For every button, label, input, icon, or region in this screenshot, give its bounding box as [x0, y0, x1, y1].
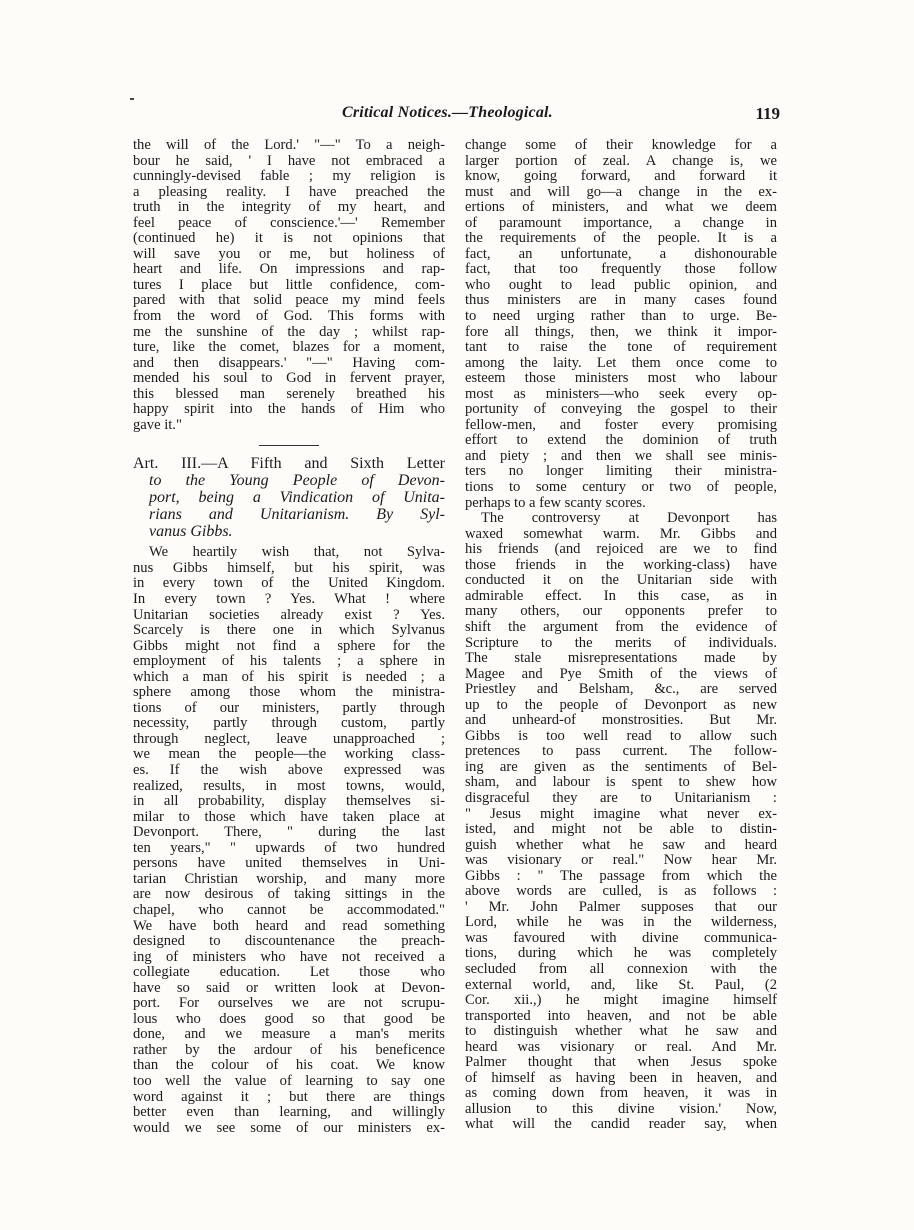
- text-line: ten years," " upwards of two hundred: [133, 840, 445, 856]
- text-line: feel peace of conscience.'—' Remember: [133, 215, 445, 231]
- text-line: tant to raise the tone of requirement: [465, 340, 777, 356]
- text-line: Gibbs : " The passage from which the: [465, 868, 777, 884]
- article-body-paragraph: [133, 545, 445, 1136]
- text-line: milar to those which have taken place at: [133, 809, 445, 825]
- text-line: which a man of his spirit is needed ; a: [133, 669, 445, 685]
- text-line: a pleasing reality. I have preached the: [133, 184, 445, 200]
- text-line: would we see some of our ministers ex-: [133, 1120, 445, 1136]
- text-line: collegiate education. Let those who: [133, 965, 445, 981]
- text-line: realized, results, in most towns, would,: [133, 778, 445, 794]
- text-line: esteem those ministers most who labour: [465, 371, 777, 387]
- text-line: Priestley and Belsham, &c., are served: [465, 682, 777, 698]
- text-line: transported into heaven, and not be able: [465, 1008, 777, 1024]
- text-line: admirable effect. In this case, as in: [465, 588, 777, 604]
- text-line: better even than learning, and willingly: [133, 1105, 445, 1121]
- text-line: fore all things, then, we think it impor-: [465, 324, 777, 340]
- text-line: the requirements of the people. It is a: [465, 231, 777, 247]
- text-line: ture, like the comet, blazes for a moment,: [133, 340, 445, 356]
- text-line: to distinguish whether what he saw and: [465, 1024, 777, 1040]
- article-heading: [133, 456, 445, 540]
- text-line: shift the argument from the evidence of: [465, 619, 777, 635]
- text-line: Gibbs might not find a sphere for the: [133, 638, 445, 654]
- heading-line: port, being a Vindication of Unita-: [149, 489, 445, 506]
- text-line: Unitarian societies already exist ? Yes.: [133, 607, 445, 623]
- text-line: Magee and Pye Smith of the views of: [465, 666, 777, 682]
- text-line: word against it ; but there are things: [133, 1089, 445, 1105]
- text-line: fact, that too frequently those follow: [465, 262, 777, 278]
- text-line: cunningly-devised fable ; my religion is: [133, 169, 445, 185]
- text-line: perhaps to a few scanty scores.: [465, 495, 646, 511]
- text-line: and unheard-of monstrosities. But Mr.: [465, 713, 777, 729]
- text-line: fact, an unfortunate, a dishonourable: [465, 246, 777, 262]
- text-line: too well the value of learning to say one: [133, 1073, 445, 1089]
- controversy-paragraph: [465, 511, 777, 1133]
- text-line: me the sunshine of the day ; whilst rap-: [133, 324, 445, 340]
- text-line: many others, our opponents prefer to: [465, 604, 777, 620]
- text-line: than the colour of his coat. We know: [133, 1058, 445, 1074]
- text-line: The stale misrepresentations made by: [465, 651, 777, 667]
- closing-quote-paragraph: [133, 138, 445, 433]
- text-line: (continued he) it is not opinions that: [133, 231, 445, 247]
- heading-line: to the Young People of Devon-: [149, 473, 445, 490]
- text-line: through neglect, leave unapproached ;: [133, 731, 445, 747]
- text-line: who ought to lead public opinion, and: [465, 277, 777, 293]
- text-line: sphere among those whom the ministra-: [133, 685, 445, 701]
- text-line: portunity of conveying the gospel to their: [465, 402, 777, 418]
- text-line: change some of their knowledge for a: [465, 138, 777, 153]
- right-column: [465, 138, 777, 1133]
- text-line: guish whether what he saw and heard: [465, 837, 777, 853]
- text-line: what will the candid reader say, when: [465, 1117, 777, 1133]
- text-line: and then disappears.' "—" Having com-: [133, 355, 445, 371]
- text-line: know, going forward, and forward it: [465, 169, 777, 185]
- running-title: Critical Notices.—Theological.: [342, 104, 553, 121]
- text-line: tions, during which he was completely: [465, 946, 777, 962]
- text-line: fellow-men, and foster every promising: [465, 417, 777, 433]
- text-line: conducted it on the Unitarian side with: [465, 573, 777, 589]
- text-line: Cor. xii.,) he might imagine himself: [465, 993, 777, 1009]
- text-line: employment of his talents ; a sphere in: [133, 654, 445, 670]
- heading-line: vanus Gibbs.: [149, 523, 233, 540]
- section-divider: [259, 445, 319, 446]
- left-column: [133, 138, 445, 1136]
- text-line: pretences to pass current. The follow-: [465, 744, 777, 760]
- text-line: happy spirit into the hands of Him who: [133, 402, 445, 418]
- text-line: done, and we measure a man's merits: [133, 1027, 445, 1043]
- text-line: designed to discountenance the preach-: [133, 934, 445, 950]
- text-line: The controversy at Devonport has: [481, 511, 777, 527]
- text-line: have so said or written look at Devon-: [133, 980, 445, 996]
- running-head: [130, 104, 780, 128]
- text-line: ' Mr. John Palmer supposes that our: [465, 899, 777, 915]
- text-line: nus Gibbs himself, but his spirit, was: [133, 560, 445, 576]
- text-line: thus ministers are in many cases found: [465, 293, 777, 309]
- continued-paragraph: [465, 138, 777, 511]
- page-mark: [130, 98, 134, 100]
- text-line: Palmer thought that when Jesus spoke: [465, 1055, 777, 1071]
- text-line: among the laity. Let them once come to: [465, 355, 777, 371]
- text-line: in all probability, display themselves si-: [133, 794, 445, 810]
- text-line: his friends (and rejoiced are we to find: [465, 542, 777, 558]
- text-line: those friends in the working-class) have: [465, 557, 777, 573]
- text-line: and piety ; and then we shall see minis-: [465, 448, 777, 464]
- text-line: es. If the wish above expressed was: [133, 763, 445, 779]
- text-line: We have both heard and read something: [133, 918, 445, 934]
- text-line: disgraceful they are to Unitarianism :: [465, 790, 777, 806]
- text-line: allusion to this divine vision.' Now,: [465, 1101, 777, 1117]
- text-line: to need urging rather than to urge. Be-: [465, 309, 777, 325]
- heading-line: rians and Unitarianism. By Syl-: [149, 506, 445, 523]
- text-line: ertions of ministers, and what we deem: [465, 200, 777, 216]
- text-line: ing of ministers who have not received a: [133, 949, 445, 965]
- text-line: most as ministers—who seek every op-: [465, 386, 777, 402]
- text-line: secluded from all connexion with the: [465, 961, 777, 977]
- text-line: are now desirous of taking sittings in the: [133, 887, 445, 903]
- text-line: chapel, who cannot be accommodated.": [133, 902, 445, 918]
- text-line: tures I place but little confidence, com-: [133, 277, 445, 293]
- text-line: must and will go—a change in the ex-: [465, 184, 777, 200]
- text-line: tarian Christian worship, and many more: [133, 871, 445, 887]
- text-line: gave it.": [133, 417, 182, 433]
- text-line: Gibbs is too well read to allow such: [465, 728, 777, 744]
- text-line: heard was visionary or real. And Mr.: [465, 1039, 777, 1055]
- text-line: ing are given as the sentiments of Bel-: [465, 759, 777, 775]
- text-line: will save you or me, but holiness of: [133, 246, 445, 262]
- text-line: was favoured with divine communica-: [465, 930, 777, 946]
- text-line: tions to some century or two of people,: [465, 480, 777, 496]
- text-line: bour he said, ' I have not embraced a: [133, 153, 445, 169]
- text-line: of paramount importance, a change in: [465, 215, 777, 231]
- text-line: mended his soul to God in fervent prayer,: [133, 371, 445, 387]
- text-line: Devonport. There, " during the last: [133, 825, 445, 841]
- text-line: In every town ? Yes. What ! where: [133, 592, 445, 608]
- text-line: was visionary or real." Now hear Mr.: [465, 853, 777, 869]
- text-line: rather by the ardour of his beneficence: [133, 1042, 445, 1058]
- text-line: port. For ourselves we are not scrupu-: [133, 996, 445, 1012]
- text-line: external world, and, like St. Paul, (2: [465, 977, 777, 993]
- text-line: sham, and labour is spent to shew how: [465, 775, 777, 791]
- text-line: persons have united themselves in Uni-: [133, 856, 445, 872]
- text-line: tions of our ministers, partly through: [133, 700, 445, 716]
- text-line: we mean the people—the working class-: [133, 747, 445, 763]
- text-line: waxed somewhat warm. Mr. Gibbs and: [465, 526, 777, 542]
- text-line: up to the people of Devonport as new: [465, 697, 777, 713]
- text-line: from the word of God. This forms with: [133, 309, 445, 325]
- heading-line: Art. III.—A Fifth and Sixth Letter: [133, 456, 445, 473]
- text-line: isted, and might not be able to distin-: [465, 822, 777, 838]
- page-number: 119: [755, 104, 780, 123]
- text-line: as coming down from heaven, it was in: [465, 1086, 777, 1102]
- text-line: larger portion of zeal. A change is, we: [465, 153, 777, 169]
- text-line: the will of the Lord.' "—" To a neigh-: [133, 138, 445, 153]
- text-line: effort to extend the dominion of truth: [465, 433, 777, 449]
- text-line: heart and life. On impressions and rap-: [133, 262, 445, 278]
- text-line: Scarcely is there one in which Sylvanus: [133, 623, 445, 639]
- text-line: pared with that solid peace my mind feels: [133, 293, 445, 309]
- text-line: necessity, partly through custom, partly: [133, 716, 445, 732]
- text-line: truth in the integrity of my heart, and: [133, 200, 445, 216]
- text-line: this blessed man serenely breathed his: [133, 386, 445, 402]
- text-line: of himself as having been in heaven, and: [465, 1070, 777, 1086]
- text-line: in every town of the United Kingdom.: [133, 576, 445, 592]
- text-line: " Jesus might imagine what never ex-: [465, 806, 777, 822]
- text-line: Scripture to the merits of individuals.: [465, 635, 777, 651]
- text-line: lous who does good so that good be: [133, 1011, 445, 1027]
- text-line: Lord, while he was in the wilderness,: [465, 915, 777, 931]
- text-line: We heartily wish that, not Sylva-: [149, 545, 445, 561]
- text-line: ters no longer limiting their ministra-: [465, 464, 777, 480]
- text-line: above words are culled, is as follows :: [465, 884, 777, 900]
